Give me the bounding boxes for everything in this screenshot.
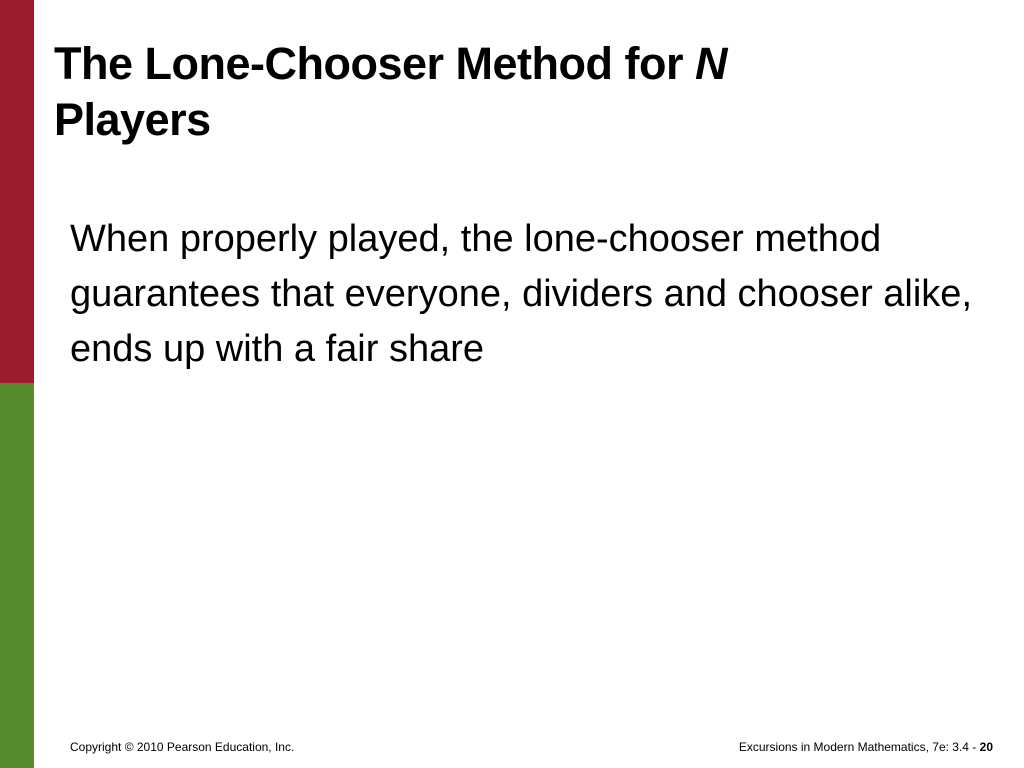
- side-bar-green-segment: [0, 383, 34, 768]
- side-accent-bar: [0, 0, 34, 768]
- footer-book-title: Excursions in Modern Mathematics, 7e: 3.4 -: [738, 740, 980, 754]
- footer-book-reference: [739, 739, 993, 755]
- title-text-continued: Players: [54, 94, 211, 145]
- page-number: 20: [979, 740, 993, 754]
- footer-copyright: Copyright © 2010 Pearson Education, Inc.: [70, 740, 295, 754]
- title-text: The Lone-Chooser Method for: [54, 38, 695, 89]
- title-variable: N: [694, 38, 727, 89]
- side-bar-red-segment: [0, 0, 34, 383]
- body-text: When properly played, the lone-chooser method guarantees that everyone, dividers and chooser alike, ends up with a fair share: [70, 218, 972, 370]
- slide-title: [54, 36, 954, 148]
